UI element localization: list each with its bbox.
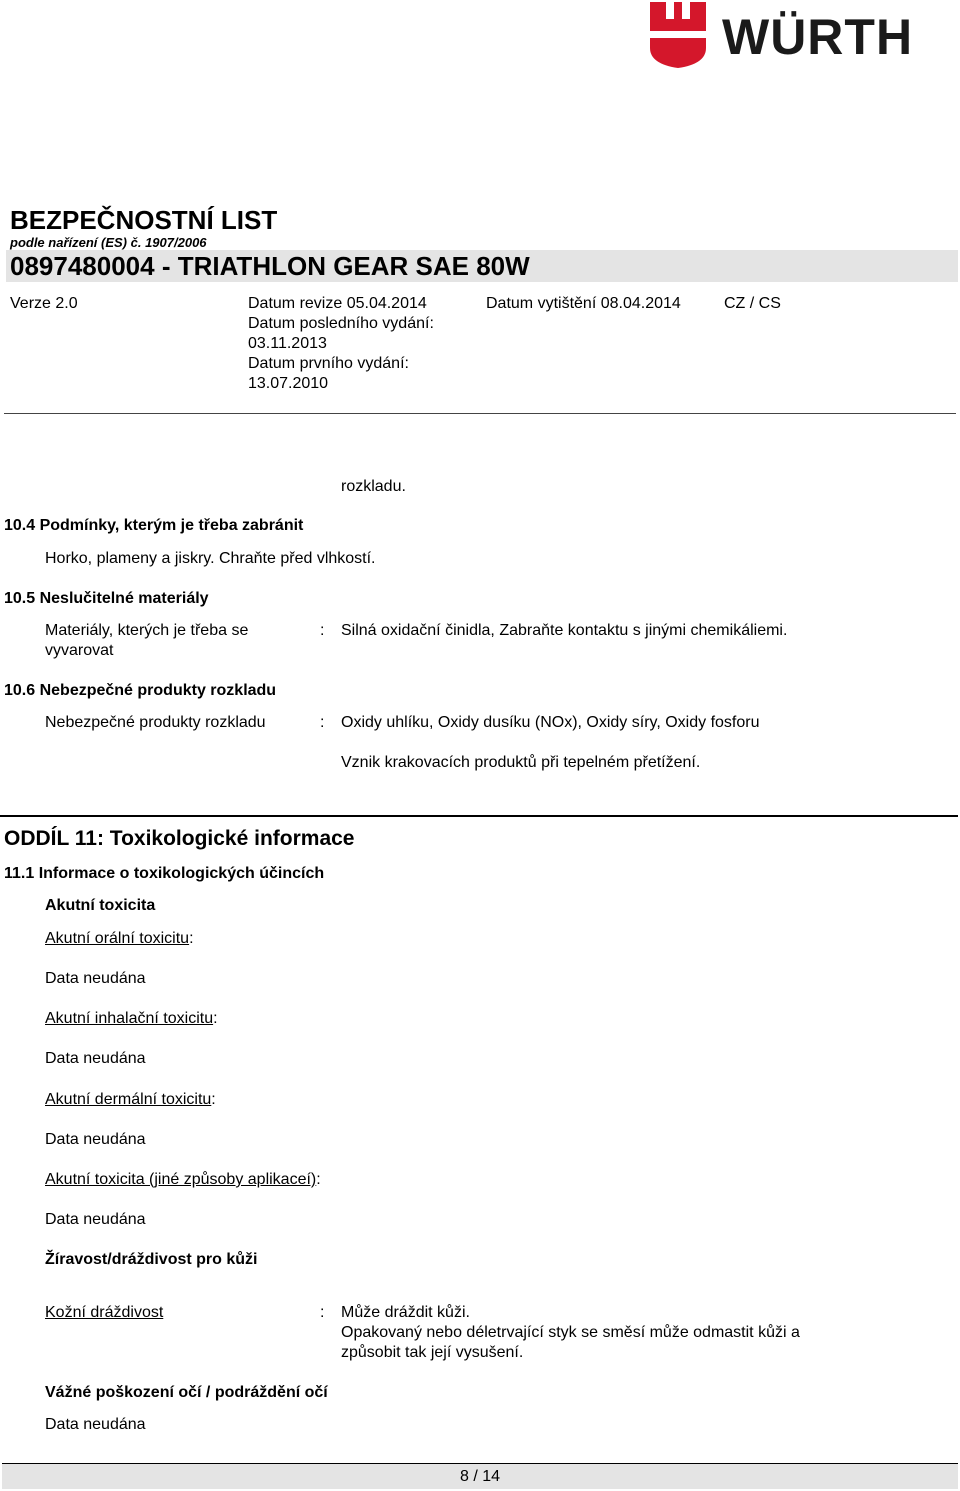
other-toxicity-label-text: Akutní toxicita (jiné způsoby aplikaceí)	[45, 1171, 317, 1188]
section-10-4-text: Horko, plameny a jiskry. Chraňte před vlhkostí.	[45, 550, 376, 567]
section-10-4-heading: 10.4 Podmínky, kterým je třeba zabránit	[4, 517, 304, 534]
skin-irritation-colon: :	[320, 1304, 325, 1321]
skin-irritation-value-2: Opakovaný nebo déletrvající styk se směsí může odmastit kůži a	[341, 1324, 800, 1341]
section-11-divider	[0, 815, 958, 817]
other-toxicity-label	[45, 1170, 321, 1190]
skin-irritation-value-3: způsobit tak její vysušení.	[341, 1344, 524, 1361]
inhalation-toxicity-value: Data neudána	[45, 1050, 146, 1067]
eye-damage-value: Data neudána	[45, 1416, 146, 1433]
incompatible-value: Silná oxidační činidla, Zabraňte kontaktu s jinými chemikáliemi.	[341, 622, 788, 639]
dermal-toxicity-label-text: Akutní dermální toxicitu	[45, 1091, 212, 1108]
decomposition-value-2: Vznik krakovacích produktů při tepelném přetížení.	[341, 754, 701, 771]
acute-toxicity-heading: Akutní toxicita	[45, 897, 156, 914]
carryover-text: rozkladu.	[341, 478, 406, 495]
wurth-logo-mark	[648, 0, 956, 70]
version: Verze 2.0	[10, 295, 78, 312]
page-number: 8 / 14	[459, 1468, 501, 1485]
other-toxicity-value: Data neudána	[45, 1211, 146, 1228]
product-name: 0897480004 - TRIATHLON GEAR SAE 80W	[10, 251, 530, 281]
skin-irritation-label: Kožní dráždivost	[45, 1304, 164, 1321]
section-11-title: ODDÍL 11: Toxikologické informace	[4, 827, 355, 850]
section-10-5-heading: 10.5 Neslučitelné materiály	[4, 590, 209, 607]
document-title: BEZPEČNOSTNÍ LIST	[10, 205, 278, 235]
print-date: Datum vytištění 08.04.2014	[486, 295, 681, 312]
skin-irritation-value-1: Může dráždit kůži.	[341, 1304, 470, 1321]
dermal-toxicity-value: Data neudána	[45, 1131, 146, 1148]
first-issue-date: 13.07.2010	[248, 375, 329, 392]
brand-wordmark: WÜRTH	[722, 9, 914, 65]
section-11-1-heading: 11.1 Informace o toxikologických účincích	[4, 865, 325, 882]
inhalation-toxicity-label	[45, 1009, 218, 1029]
wurth-logo	[648, 0, 956, 70]
dermal-toxicity-colon: :	[211, 1091, 216, 1108]
dermal-toxicity-label	[45, 1090, 216, 1110]
decomposition-colon: :	[320, 714, 325, 731]
header-divider	[4, 413, 956, 414]
first-issue-label: Datum prvního vydání:	[248, 355, 409, 372]
language-code: CZ / CS	[724, 295, 781, 312]
decomposition-label: Nebezpečné produkty rozkladu	[45, 714, 266, 731]
other-toxicity-colon: :	[316, 1171, 321, 1188]
inhalation-toxicity-label-text: Akutní inhalační toxicitu	[45, 1010, 214, 1027]
revision-date: Datum revize 05.04.2014	[248, 295, 427, 312]
incompatible-label-line2: vyvarovat	[45, 642, 114, 659]
section-10-6-heading: 10.6 Nebezpečné produkty rozkladu	[4, 682, 277, 699]
last-issue-date: 03.11.2013	[248, 335, 327, 352]
oral-toxicity-value: Data neudána	[45, 970, 146, 987]
incompatible-colon: :	[320, 622, 325, 639]
inhalation-toxicity-colon: :	[213, 1010, 218, 1027]
oral-toxicity-label	[45, 929, 194, 949]
last-issue-label: Datum posledního vydání:	[248, 315, 434, 332]
oral-toxicity-colon: :	[189, 930, 194, 947]
incompatible-label-line1: Materiály, kterých je třeba se	[45, 622, 249, 639]
eye-damage-heading: Vážné poškození očí / podráždění očí	[45, 1384, 328, 1401]
decomposition-value: Oxidy uhlíku, Oxidy dusíku (NOx), Oxidy síry, Oxidy fosforu	[341, 714, 760, 731]
skin-corrosion-heading: Žíravost/dráždivost pro kůži	[45, 1251, 258, 1268]
document-subtitle: podle nařízení (ES) č. 1907/2006	[10, 235, 207, 250]
footer-divider	[2, 1463, 958, 1464]
oral-toxicity-label-text: Akutní orální toxicitu	[45, 930, 190, 947]
